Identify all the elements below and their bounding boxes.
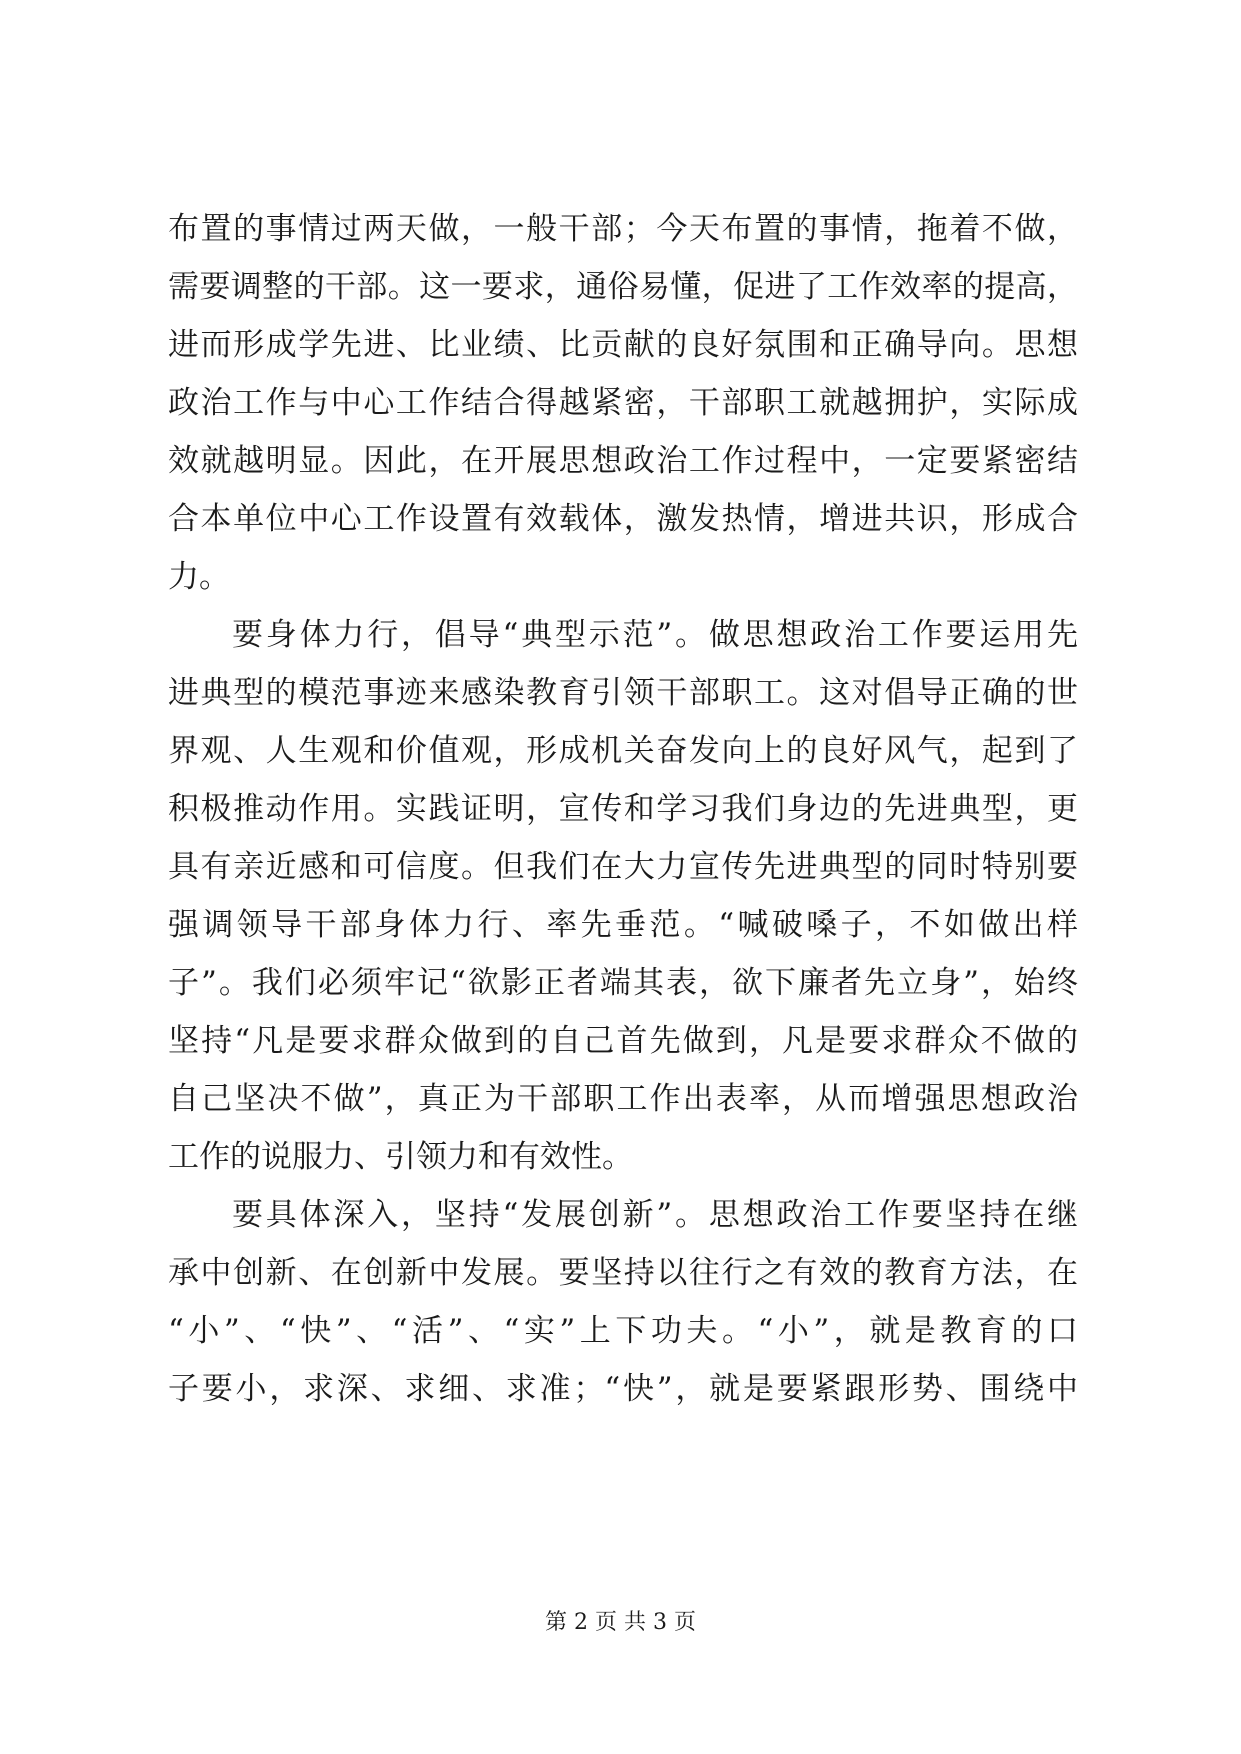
text-line: 具有亲近感和可信度。但我们在大力宣传先进典型的同时特别要 (168, 849, 1078, 885)
text-line: 工作的说服力、引领力和有效性。 (168, 1139, 633, 1175)
text-line: 界观、人生观和价值观，形成机关奋发向上的良好风气，起到了 (168, 733, 1078, 769)
text-line: 坚持“凡是要求群众做到的自己首先做到，凡是要求群众不做的 (168, 1023, 1078, 1059)
text-line: 政治工作与中心工作结合得越紧密，干部职工就越拥护，实际成 (168, 385, 1078, 421)
text-line: 积极推动作用。实践证明，宣传和学习我们身边的先进典型，更 (168, 791, 1078, 827)
text-line: “小”、“快”、“活”、“实”上下功夫。“小”，就是教育的口 (168, 1313, 1078, 1349)
page-footer: 第 2 页 共 3 页 (545, 1610, 696, 1635)
text-line: 布置的事情过两天做，一般干部；今天布置的事情，拖着不做， (168, 211, 1078, 247)
text-line: 自己坚决不做”，真正为干部职工作出表率，从而增强思想政治 (168, 1081, 1078, 1117)
text-line: 进而形成学先进、比业绩、比贡献的良好氛围和正确导向。思想 (168, 327, 1078, 363)
text-line: 效就越明显。因此，在开展思想政治工作过程中，一定要紧密结 (168, 443, 1078, 479)
body-text (168, 200, 1078, 1418)
text-line: 进典型的模范事迹来感染教育引领干部职工。这对倡导正确的世 (168, 675, 1078, 711)
text-line: 合本单位中心工作设置有效载体，激发热情，增进共识，形成合 (168, 501, 1078, 537)
text-line: 承中创新、在创新中发展。要坚持以往行之有效的教育方法，在 (168, 1255, 1078, 1291)
text-line: 子”。我们必须牢记“欲影正者端其表，欲下廉者先立身”，始终 (168, 965, 1078, 1001)
text-line: 强调领导干部身体力行、率先垂范。“喊破嗓子，不如做出样 (168, 907, 1078, 943)
text-line: 需要调整的干部。这一要求，通俗易懂，促进了工作效率的提高， (168, 269, 1078, 305)
text-line: 要身体力行，倡导“典型示范”。做思想政治工作要运用先 (232, 617, 1078, 653)
text-line: 力。 (168, 559, 230, 595)
text-line: 要具体深入，坚持“发展创新”。思想政治工作要坚持在继 (232, 1197, 1078, 1233)
text-line: 子要小，求深、求细、求准；“快”，就是要紧跟形势、围绕中 (168, 1371, 1078, 1407)
